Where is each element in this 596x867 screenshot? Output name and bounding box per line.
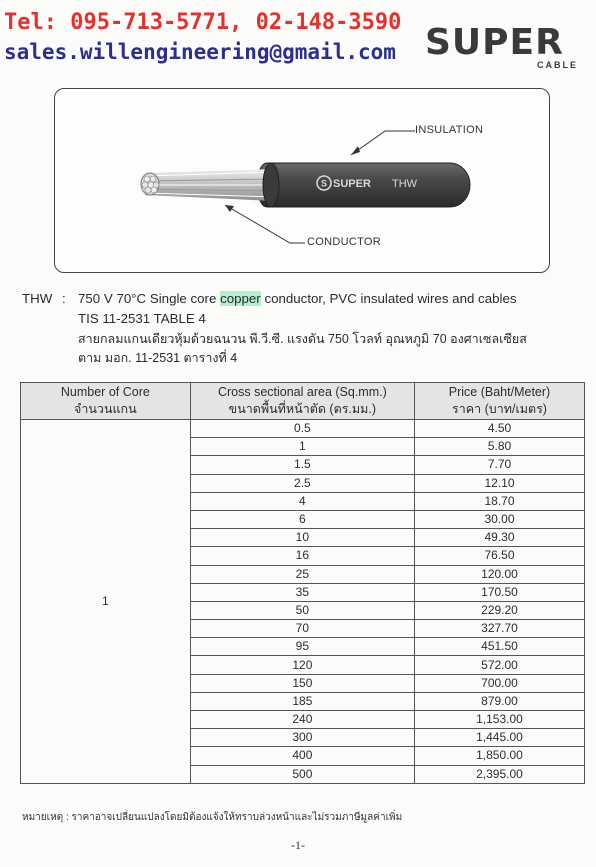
table-row — [21, 420, 585, 438]
cable-diagram — [54, 88, 550, 273]
price-cell: 1,153.00 — [414, 711, 584, 729]
code-colon: : — [62, 291, 66, 306]
price-table-body — [21, 420, 585, 784]
product-code: THW — [22, 291, 53, 306]
page-number: -1- — [291, 838, 305, 852]
spec-line-1 — [78, 291, 517, 306]
header-core-th: จำนวนแกน — [74, 402, 137, 416]
insulation-label: INSULATION — [415, 124, 484, 136]
price-cell: 879.00 — [414, 692, 584, 710]
cable-print-logo — [317, 176, 418, 190]
price-cell: 5.80 — [414, 438, 584, 456]
area-cell: 25 — [190, 565, 414, 583]
price-cell: 2,395.00 — [414, 765, 584, 783]
price-cell: 170.50 — [414, 583, 584, 601]
price-cell: 30.00 — [414, 510, 584, 528]
area-cell: 150 — [190, 674, 414, 692]
highlighted-word: copper — [220, 291, 261, 306]
price-cell: 327.70 — [414, 620, 584, 638]
area-cell: 1 — [190, 438, 414, 456]
price-cell: 120.00 — [414, 565, 584, 583]
area-cell: 4 — [190, 492, 414, 510]
price-cell: 18.70 — [414, 492, 584, 510]
price-cell: 229.20 — [414, 601, 584, 619]
price-cell: 7.70 — [414, 456, 584, 474]
core-count-cell: 1 — [21, 420, 191, 784]
price-cell: 700.00 — [414, 674, 584, 692]
header-area-th: ขนาดพื้นที่หน้าตัด (ตร.มม.) — [228, 402, 377, 416]
insulation-callout-line — [351, 131, 415, 155]
price-cell: 1,445.00 — [414, 729, 584, 747]
conductor-label: CONDUCTOR — [307, 236, 381, 248]
cable-illustration — [55, 89, 549, 272]
price-cell: 12.10 — [414, 474, 584, 492]
price-cell: 4.50 — [414, 420, 584, 438]
area-cell: 95 — [190, 638, 414, 656]
price-note: หมายเหตุ : ราคาอาจเปลี่ยนแปลงโดยมิต้องแจ้งให้ทราบล่วงหน้าและไม่รวมภาษีมูลค่าเพิ่ม — [22, 812, 403, 823]
header-price — [414, 383, 584, 420]
conductor-callout-line — [225, 205, 305, 243]
header-number-of-core — [21, 383, 191, 420]
area-cell: 1.5 — [190, 456, 414, 474]
svg-text:S: S — [321, 178, 328, 189]
area-cell: 2.5 — [190, 474, 414, 492]
header-area-en: Cross sectional area (Sq.mm.) — [217, 385, 387, 399]
header-price-en: Price (Baht/Meter) — [448, 385, 551, 399]
contact-phone: Tel: 095-713-5771, 02-148-3590 — [4, 10, 402, 35]
area-cell: 400 — [190, 747, 414, 765]
contact-email[interactable]: sales.willengineering@gmail.com — [4, 40, 396, 64]
area-cell: 50 — [190, 601, 414, 619]
area-cell: 120 — [190, 656, 414, 674]
super-cable-logo — [425, 22, 580, 72]
spec-line-1-b: conductor, PVC insulated wires and cables — [260, 291, 517, 306]
price-cell: 1,850.00 — [414, 747, 584, 765]
brand-word: SUPER — [425, 22, 564, 63]
spec-line-thai-2: ตาม มอก. 11-2531 ตารางที่ 4 — [78, 351, 238, 365]
price-cell: 451.50 — [414, 638, 584, 656]
area-cell: 0.5 — [190, 420, 414, 438]
header-price-th: ราคา (บาท/เมตร) — [452, 402, 547, 416]
area-cell: 35 — [190, 583, 414, 601]
area-cell: 10 — [190, 529, 414, 547]
table-header-row — [21, 383, 585, 420]
price-table — [20, 382, 585, 784]
area-cell: 240 — [190, 711, 414, 729]
price-cell: 49.30 — [414, 529, 584, 547]
conductor-strands — [141, 169, 275, 201]
spec-line-thai-1: สายกลมแกนเดียวหุ้มด้วยฉนวน พี.วี.ซี. แรงดัน 750 โวลท์ อุณหภูมิ 70 องศาเซลเซียส — [78, 332, 527, 346]
area-cell: 6 — [190, 510, 414, 528]
jacket-edge — [263, 163, 279, 207]
price-cell: 572.00 — [414, 656, 584, 674]
area-cell: 70 — [190, 620, 414, 638]
spec-line-2: TIS 11-2531 TABLE 4 — [78, 311, 206, 326]
spec-line-1-a: 750 V 70°C Single core — [78, 291, 221, 306]
area-cell: 185 — [190, 692, 414, 710]
area-cell: 500 — [190, 765, 414, 783]
brand-sub: CABLE — [537, 60, 578, 70]
area-cell: 300 — [190, 729, 414, 747]
price-cell: 76.50 — [414, 547, 584, 565]
svg-text:THW: THW — [392, 178, 418, 190]
area-cell: 16 — [190, 547, 414, 565]
header-cross-section — [190, 383, 414, 420]
header-core-en: Number of Core — [60, 385, 150, 399]
svg-text:SUPER: SUPER — [333, 178, 371, 190]
